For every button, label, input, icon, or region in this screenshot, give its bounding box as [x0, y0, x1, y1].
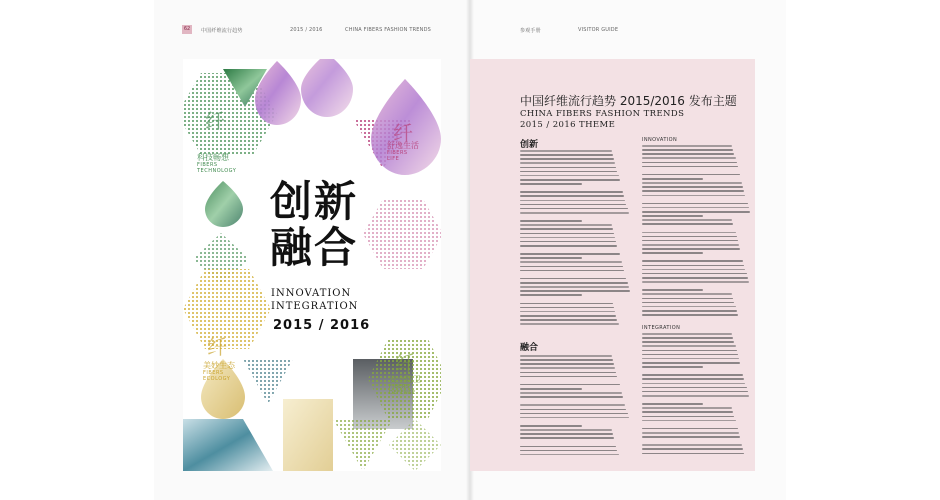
text-line: [642, 265, 744, 267]
article-title-en-line2: 2015 / 2016 THEME: [520, 120, 616, 130]
text-line: [642, 289, 703, 291]
text-line: [642, 207, 749, 209]
text-line: [520, 433, 613, 435]
tag-defense-en1: FIBERS: [389, 384, 410, 390]
text-line: [642, 358, 739, 360]
text-line: [520, 200, 625, 202]
text-line: [642, 391, 748, 393]
olive-dot-triangle: [333, 419, 393, 471]
text-line: [642, 403, 703, 405]
text-line: [642, 273, 747, 275]
text-line: [642, 436, 740, 438]
text-line: [642, 149, 733, 151]
text-line: [642, 310, 737, 312]
poster: [183, 59, 441, 471]
text-line: [520, 311, 615, 313]
teal-dot-triangle: [243, 359, 293, 404]
text-line: [520, 355, 612, 357]
text-line: [642, 428, 738, 430]
gold-hexagon: [183, 269, 271, 349]
text-line: [520, 171, 617, 173]
text-line: [520, 413, 628, 415]
text-line: [642, 269, 745, 271]
text-line: [520, 384, 620, 386]
text-line: [642, 256, 752, 259]
text-line: [642, 432, 739, 434]
tag-technology-cn: 科技畅想: [197, 153, 229, 162]
text-line: [642, 252, 703, 254]
text-line: [520, 167, 616, 169]
text-line: [520, 191, 623, 193]
article-title-en-line1: CHINA FIBERS FASHION TRENDS: [520, 109, 685, 119]
text-line: [520, 274, 632, 277]
text-line: [520, 400, 632, 403]
fiber-char-olive: 纤: [395, 351, 415, 375]
text-line: [642, 178, 703, 180]
text-line: [642, 195, 745, 197]
section-innovation-cn: 创新: [520, 140, 539, 150]
fiber-char-gold: 纤: [207, 335, 227, 359]
text-line: [520, 388, 582, 390]
tag-technology-en2: TECHNOLOGY: [197, 168, 237, 174]
header-series: CHINA FIBERS FASHION TRENDS: [345, 27, 432, 33]
text-line: [642, 387, 747, 389]
text-line: [642, 281, 749, 283]
article-title-cn: 中国纤维流行趋势 2015/2016 发布主题: [520, 94, 737, 108]
text-line: [520, 404, 625, 406]
text-line: [642, 333, 732, 335]
text-line: [520, 315, 616, 317]
text-line: [520, 245, 617, 247]
right-margin: [786, 0, 940, 500]
text-line: [520, 266, 623, 268]
text-line: [520, 278, 626, 280]
tag-technology: [197, 153, 236, 174]
text-line: [642, 199, 752, 202]
text-line: [520, 179, 620, 181]
text-line: [520, 224, 612, 226]
text-line: [520, 396, 623, 398]
text-line: [642, 277, 748, 279]
text-line: [520, 183, 582, 185]
text-line: [642, 416, 734, 418]
tag-ecology: [203, 361, 235, 382]
text-line: [520, 299, 632, 302]
poster-english-title: [271, 287, 358, 313]
text-line: [520, 216, 632, 219]
text-line: [642, 399, 752, 402]
fiber-char-magenta: 纤: [393, 121, 413, 145]
text-line: [642, 244, 739, 246]
text-line: [520, 233, 614, 235]
text-line: [520, 294, 582, 296]
text-line: [642, 203, 748, 205]
text-line: [520, 323, 619, 325]
text-line: [642, 211, 750, 213]
text-line: [642, 219, 732, 221]
gold-drop-bottom: [283, 399, 333, 471]
text-line: [520, 425, 582, 427]
text-line: [642, 444, 742, 446]
tag-ecology-en2: ECOLOGY: [203, 376, 231, 382]
text-line: [520, 270, 624, 272]
header-section: 中国纤维流行趋势: [201, 28, 243, 34]
text-line: [642, 411, 733, 413]
text-line: [520, 446, 616, 448]
text-line: [520, 303, 613, 305]
tag-life: [387, 141, 419, 162]
tag-life-en2: LIFE: [387, 156, 400, 162]
left-margin: [0, 0, 154, 500]
text-line: [520, 437, 614, 439]
text-line: [642, 374, 743, 376]
text-line: [520, 158, 614, 160]
tag-life-en1: FIBERS: [387, 150, 408, 156]
text-line: [520, 421, 632, 424]
text-line: [642, 186, 743, 188]
fiber-char-green: 纤: [205, 109, 225, 133]
text-line: [520, 380, 632, 383]
text-line: [642, 420, 736, 422]
page-number: 62: [183, 26, 191, 32]
text-line: [520, 204, 626, 206]
text-line: [520, 319, 617, 321]
section-innovation-en: INNOVATION: [642, 137, 678, 143]
text-line: [642, 314, 738, 316]
tag-defense: [389, 375, 421, 396]
text-line: [642, 298, 733, 300]
text-line: [520, 409, 626, 411]
tag-ecology-cn: 美妙生态: [203, 361, 235, 370]
text-line: [642, 448, 743, 450]
text-line: [642, 293, 732, 295]
text-line: [642, 440, 752, 443]
body-text-right-lower: [642, 333, 752, 457]
body-text-right-upper: [642, 145, 752, 318]
text-line: [642, 260, 743, 262]
text-line: [520, 249, 632, 252]
text-line: [642, 190, 744, 192]
text-line: [520, 212, 629, 214]
text-line: [642, 285, 752, 288]
text-line: [642, 306, 736, 308]
text-line: [642, 354, 738, 356]
tag-defense-cn: 安全防卫: [389, 375, 421, 384]
text-line: [520, 257, 582, 259]
text-line: [520, 442, 632, 445]
pink-drop-2: [301, 59, 353, 117]
text-line: [642, 302, 734, 304]
text-line: [642, 424, 752, 427]
text-line: [642, 240, 738, 242]
section-integration-en: INTEGRATION: [642, 325, 681, 331]
poster-english-title-line1: INNOVATION: [271, 288, 352, 299]
text-line: [642, 341, 734, 343]
text-line: [520, 417, 629, 419]
text-line: [642, 153, 734, 155]
text-line: [520, 376, 617, 378]
text-line: [520, 237, 615, 239]
header-guide-cn: 参观手册: [520, 28, 541, 34]
text-line: [642, 345, 736, 347]
text-line: [520, 162, 615, 164]
text-line: [520, 175, 619, 177]
text-line: [520, 392, 622, 394]
text-line: [520, 228, 613, 230]
teal-marble-shape: [183, 419, 273, 471]
text-line: [642, 453, 744, 455]
text-line: [520, 187, 632, 190]
text-line: [642, 145, 732, 147]
green-drop: [205, 181, 243, 227]
text-line: [642, 157, 736, 159]
text-line: [642, 407, 732, 409]
body-text-left-lower: [520, 355, 632, 458]
header-year: 2015 / 2016: [290, 27, 323, 33]
text-line: [520, 290, 630, 292]
tag-technology-en1: FIBERS: [197, 162, 218, 168]
text-line: [642, 383, 745, 385]
text-line: [642, 248, 740, 250]
section-integration-cn: 融合: [520, 343, 539, 353]
tag-life-cn: 舒逸生活: [387, 141, 419, 150]
text-line: [520, 454, 619, 456]
text-line: [520, 261, 622, 263]
text-line: [520, 359, 613, 361]
poster-english-title-line2: INTEGRATION: [271, 301, 359, 312]
text-line: [642, 236, 737, 238]
text-line: [642, 162, 737, 164]
text-line: [642, 350, 737, 352]
text-line: [642, 362, 740, 364]
header-guide-en: VISITOR GUIDE: [578, 27, 619, 33]
poster-year: 2015 / 2016: [273, 318, 371, 333]
text-line: [642, 215, 703, 217]
text-line: [642, 166, 738, 168]
text-line: [520, 253, 620, 255]
text-line: [520, 150, 612, 152]
text-line: [520, 372, 616, 374]
text-line: [642, 378, 744, 380]
text-line: [520, 367, 615, 369]
text-line: [520, 429, 612, 431]
text-line: [520, 195, 624, 197]
text-line: [642, 228, 752, 231]
text-line: [642, 337, 733, 339]
text-line: [520, 363, 614, 365]
text-line: [520, 282, 628, 284]
text-line: [520, 220, 582, 222]
text-line: [520, 307, 614, 309]
text-line: [520, 241, 616, 243]
text-line: [642, 223, 733, 225]
text-line: [520, 286, 629, 288]
text-line: [642, 370, 752, 373]
text-line: [520, 450, 617, 452]
text-line: [642, 395, 749, 397]
poster-main-title: 创新融合: [270, 177, 359, 272]
tag-defense-en2: DEFENSE: [389, 390, 416, 396]
text-line: [642, 182, 742, 184]
text-line: [642, 232, 736, 234]
tag-ecology-en1: FIBERS: [203, 370, 224, 376]
text-line: [642, 170, 752, 173]
text-line: [520, 208, 628, 210]
text-line: [642, 174, 740, 176]
text-line: [642, 366, 703, 368]
text-line: [520, 154, 613, 156]
body-text-left-upper: [520, 150, 632, 327]
